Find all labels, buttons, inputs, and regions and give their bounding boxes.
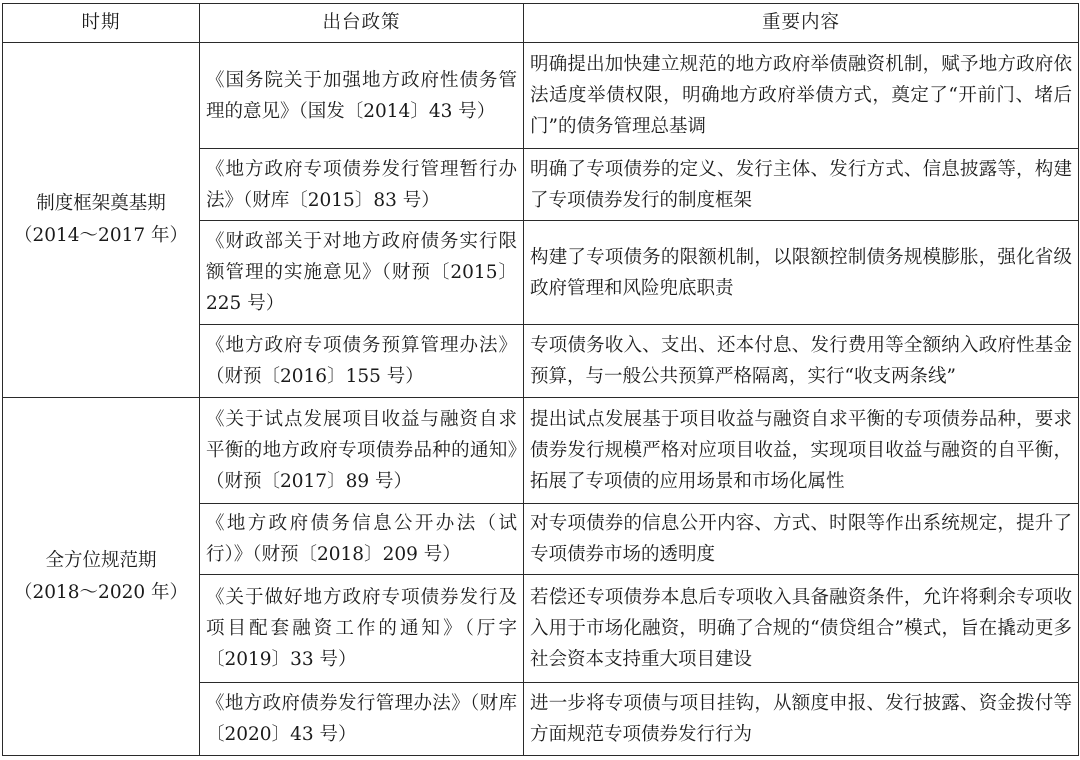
header-policy: 出台政策	[200, 4, 524, 43]
period-years: （2018～2020 年）	[13, 581, 189, 603]
period-years: （2014～2017 年）	[13, 225, 189, 246]
policy-cell: 《地方政府债券发行管理办法》（财库〔2020〕43 号）	[200, 683, 524, 756]
table-row	[3, 398, 1079, 504]
policy-table	[2, 3, 1079, 756]
policy-cell: 《地方政府债务信息公开办法（试行）》（财预〔2018〕209 号）	[200, 504, 524, 575]
period-cell	[3, 398, 200, 756]
content-cell: 明确提出加快建立规范的地方政府举债融资机制，赋予地方政府依法适度举债权限，明确地方政府举债方式，奠定了“开前门、堵后门”的债务管理总基调	[524, 43, 1079, 149]
policy-cell: 《关于试点发展项目收益与融资自求平衡的地方政府专项债券品种的通知》（财预〔2017〕89 号）	[200, 398, 524, 504]
period-name: 全方位规范期	[45, 549, 157, 571]
content-cell: 进一步将专项债与项目挂钩，从额度申报、发行披露、资金拨付等方面规范专项债券发行行为	[524, 683, 1079, 756]
content-cell: 构建了专项债务的限额机制，以限额控制债务规模膨胀，强化省级政府管理和风险兜底职责	[524, 221, 1079, 325]
table-row	[3, 43, 1079, 149]
content-cell: 对专项债券的信息公开内容、方式、时限等作出系统规定，提升了专项债券市场的透明度	[524, 504, 1079, 575]
content-cell: 提出试点发展基于项目收益与融资自求平衡的专项债券品种，要求债券发行规模严格对应项目收益，实现项目收益与融资的自平衡，拓展了专项债的应用场景和市场化属性	[524, 398, 1079, 504]
content-cell: 专项债务收入、支出、还本付息、发行费用等全额纳入政府性基金预算，与一般公共预算严格隔离，实行“收支两条线”	[524, 325, 1079, 398]
header-row	[3, 4, 1079, 43]
period-cell	[3, 43, 200, 398]
policy-cell: 《财政部关于对地方政府债务实行限额管理的实施意见》（财预〔2015〕225 号）	[200, 221, 524, 325]
header-period: 时期	[3, 4, 200, 43]
policy-cell: 《国务院关于加强地方政府性债务管理的意见》（国发〔2014〕43 号）	[200, 43, 524, 149]
content-cell: 若偿还专项债券本息后专项收入具备融资条件，允许将剩余专项收入用于市场化融资，明确了合规的“债贷组合”模式，旨在撬动更多社会资本支持重大项目建设	[524, 575, 1079, 683]
policy-cell: 《地方政府专项债务预算管理办法》（财预〔2016〕155 号）	[200, 325, 524, 398]
content-cell: 明确了专项债券的定义、发行主体、发行方式、信息披露等，构建了专项债券发行的制度框架	[524, 149, 1079, 221]
policy-cell: 《地方政府专项债券发行管理暂行办法》（财库〔2015〕83 号）	[200, 149, 524, 221]
period-name: 制度框架奠基期	[36, 193, 166, 214]
header-content: 重要内容	[524, 4, 1079, 43]
policy-cell: 《关于做好地方政府专项债券发行及项目配套融资工作的通知》（厅字〔2019〕33 号）	[200, 575, 524, 683]
